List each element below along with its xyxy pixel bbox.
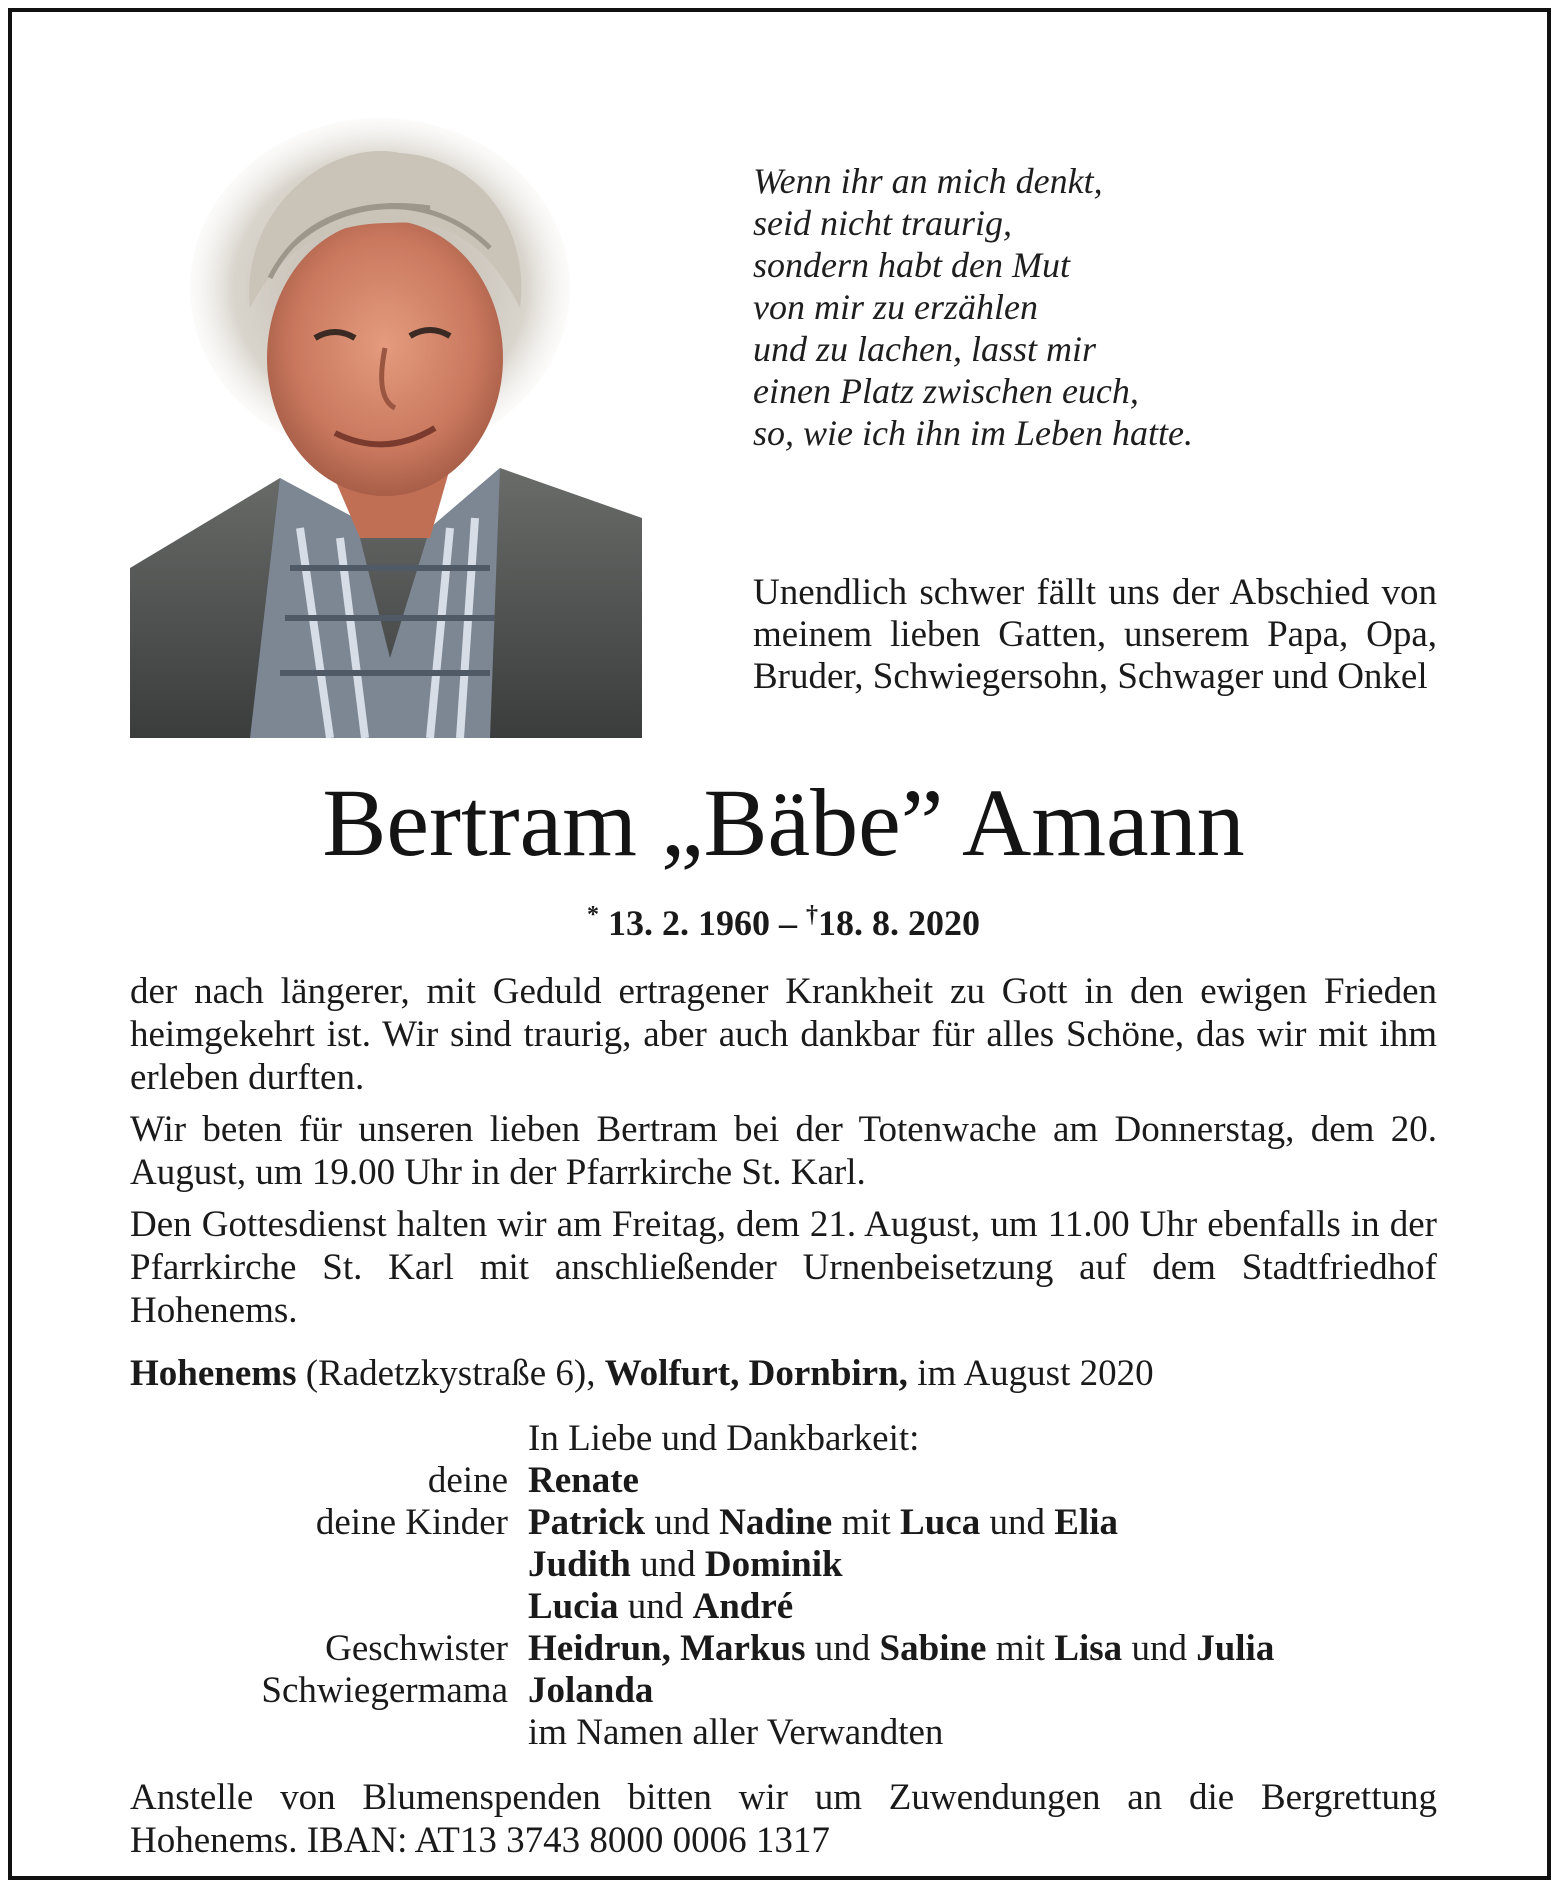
- poem-line: so, wie ich ihn im Leben hatte.: [753, 413, 1193, 453]
- signer-name: Nadine: [719, 1502, 833, 1543]
- signer-name: André: [692, 1586, 794, 1627]
- intro-text: Unendlich schwer fällt uns der Abschied von meinem lieben Gatten, unserem Papa, Opa, Bruder, Schwiegersohn, Schwager und Onkel: [753, 572, 1437, 697]
- paragraph-service: Den Gottesdienst halten wir am Freitag, dem 21. August, um 11.00 Uhr ebenfalls in der Pfarrkirche St. Karl mit anschließender Urnenbeisetzung auf dem Stadtfriedhof Hohenems.: [130, 1204, 1437, 1331]
- life-dates: [130, 892, 1437, 946]
- signer-label: deine: [427, 1460, 508, 1501]
- place-line: [130, 1352, 1437, 1396]
- signer-label: deine Kinder: [315, 1502, 508, 1543]
- signer-row-siblings: [130, 1628, 1437, 1670]
- signer-name: Renate: [528, 1460, 639, 1501]
- poem: [753, 160, 1353, 454]
- deceased-name: Bertram „Bäbe” Amann: [322, 769, 1245, 876]
- poem-line: Wenn ihr an mich denkt,: [753, 161, 1103, 201]
- signer-name: Sabine: [879, 1628, 987, 1669]
- signers-heading-row: [130, 1418, 1437, 1460]
- poem-line: sondern habt den Mut: [753, 245, 1070, 285]
- signer-row-motherinlaw: [130, 1670, 1437, 1712]
- signers-closing-row: [130, 1712, 1437, 1754]
- signers-heading: In Liebe und Dankbarkeit:: [528, 1418, 920, 1459]
- date-dash: –: [779, 903, 797, 943]
- signer-name: Dominik: [704, 1544, 843, 1585]
- connector: und: [627, 1586, 684, 1627]
- death-symbol: †: [806, 902, 818, 928]
- place-others: Wolfurt, Dornbirn,: [604, 1353, 908, 1394]
- signer-name: Elia: [1054, 1502, 1118, 1543]
- connector: mit: [995, 1628, 1046, 1669]
- paragraph-passing: der nach längerer, mit Geduld ertragener Krankheit zu Gott in den ewigen Frieden heimgekehrt ist. Wir sind traurig, aber auch dankbar für alles Schöne, das wir mit ihm erleben durften.: [130, 971, 1437, 1098]
- signer-row-kids-3: [130, 1586, 1437, 1628]
- death-date: 18. 8. 2020: [818, 903, 980, 943]
- signer-label: Schwiegermama: [261, 1670, 508, 1711]
- signer-label: Geschwister: [325, 1628, 508, 1669]
- poem-line: von mir zu erzählen: [753, 287, 1038, 327]
- signer-name: Lisa: [1054, 1628, 1123, 1669]
- place-address: (Radetzkystraße 6),: [305, 1353, 596, 1394]
- connector: und: [989, 1502, 1045, 1543]
- poem-line: und zu lachen, lasst mir: [753, 329, 1097, 369]
- signer-name: Luca: [900, 1502, 981, 1543]
- place-date: im August 2020: [917, 1353, 1154, 1394]
- signers-closing: im Namen aller Verwandten: [528, 1712, 944, 1753]
- signer-name: Patrick: [528, 1502, 646, 1543]
- connector: und: [654, 1502, 710, 1543]
- signer-name: Judith: [528, 1544, 631, 1585]
- signer-name: Julia: [1196, 1628, 1275, 1669]
- connector: und: [814, 1628, 871, 1669]
- portrait-photo: [130, 98, 642, 738]
- signer-name: Heidrun, Markus: [528, 1628, 806, 1669]
- donation-note: Anstelle von Blumenspenden bitten wir um Zuwendungen an die Bergrettung Hohenems. IBAN: AT13 3743 8000 0006 1317: [130, 1777, 1437, 1861]
- birth-symbol: *: [587, 902, 599, 928]
- signer-row-kids-2: [130, 1544, 1437, 1586]
- poem-line: seid nicht traurig,: [753, 203, 1012, 243]
- signer-name: Lucia: [528, 1586, 619, 1627]
- connector: und: [640, 1544, 696, 1585]
- connector: mit: [841, 1502, 891, 1543]
- portrait-illustration: [130, 98, 642, 738]
- signers-block: [130, 1418, 1437, 1754]
- place-city: Hohenems: [130, 1353, 297, 1394]
- signer-name: Jolanda: [528, 1670, 654, 1711]
- birth-date: 13. 2. 1960: [608, 903, 770, 943]
- poem-line: einen Platz zwischen euch,: [753, 371, 1139, 411]
- connector: und: [1131, 1628, 1187, 1669]
- signer-row-wife: [130, 1460, 1437, 1502]
- paragraph-vigil: Wir beten für unseren lieben Bertram bei der Totenwache am Donnerstag, dem 20. August, um 19.00 Uhr in der Pfarrkirche St. Karl.: [130, 1109, 1437, 1193]
- signer-row-kids: [130, 1502, 1437, 1544]
